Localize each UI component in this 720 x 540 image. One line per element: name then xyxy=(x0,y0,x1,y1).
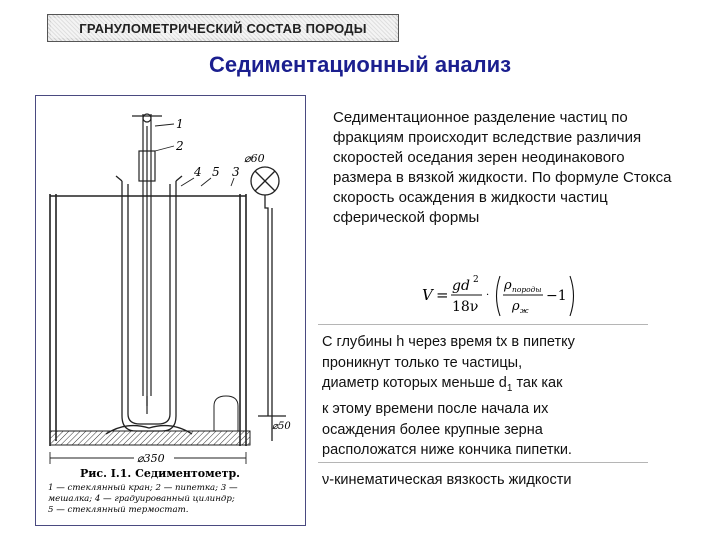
pipette-line: к этому времени после начала их xyxy=(322,401,549,418)
graduated-cylinder xyxy=(106,176,192,434)
dim-bottom: ⌀350 xyxy=(137,452,165,465)
divider-top xyxy=(318,324,648,325)
formula-lhs: V xyxy=(422,286,433,304)
formula-dot: · xyxy=(486,290,490,301)
label-2: 2 xyxy=(176,139,184,153)
formula-equals: = xyxy=(436,286,449,304)
pipette-line: осаждения более крупные зерна xyxy=(322,421,543,438)
formula-drawing xyxy=(420,270,590,320)
stokes-formula xyxy=(420,270,590,320)
dim-top: ⌀60 xyxy=(244,152,265,165)
intro-line: скоростей оседания зерен неодинакового xyxy=(333,149,625,166)
pipette-line-d1 xyxy=(322,373,652,399)
formula-denominator: 18ν xyxy=(452,299,479,315)
label-5: 5 xyxy=(212,165,220,179)
pipette-line: расположатся ниже кончика пипетки. xyxy=(322,442,572,459)
viscosity-note: ν-кинематическая вязкость жидкости xyxy=(322,472,572,488)
caption-line-2: мешалка; 4 — градуированный цилиндр; xyxy=(48,494,235,504)
formula-rho-bottom-sub: ж xyxy=(520,306,529,315)
intro-line: Седиментационное разделение частиц по xyxy=(333,109,628,126)
formula-minus-one: −1 xyxy=(546,288,567,304)
label-4: 4 xyxy=(194,165,202,179)
formula-rho-bottom: ρ xyxy=(512,299,520,314)
hatched-base xyxy=(50,431,250,445)
slide-title: Седиментационный анализ xyxy=(208,52,512,77)
formula-rho-top-sub: породы xyxy=(512,285,542,294)
formula-rho-top: ρ xyxy=(504,278,512,293)
intro-line: сферической формы xyxy=(333,209,480,226)
caption-line-3: 5 — стеклянный термостат. xyxy=(48,505,189,515)
label-3: 3 xyxy=(232,165,240,179)
formula-numerator: gd xyxy=(452,278,470,294)
drain-fitting xyxy=(214,396,238,431)
pipette-line: проникнут только те частицы, xyxy=(322,354,523,371)
banner-text: ГРАНУЛОМЕТРИЧЕСКИЙ СОСТАВ ПОРОДЫ xyxy=(79,20,367,36)
dim-bottom-right: ⌀50 xyxy=(272,421,291,432)
pipette xyxy=(132,114,162,414)
formula-paren-right xyxy=(570,276,574,316)
d-subscript: 1 xyxy=(506,382,513,394)
formula-paren-left xyxy=(497,276,501,316)
formula-exponent: 2 xyxy=(473,275,479,285)
caption-title: Рис. I.1. Седиментометр. xyxy=(80,467,240,480)
stirrer xyxy=(251,167,286,441)
intro-line: размера в вязкой жидкости. По формуле Стокса xyxy=(333,169,672,186)
intro-line: фракциям происходит вследствие различия xyxy=(333,129,642,146)
caption-line-1: 1 — стеклянный кран; 2 — пипетка; 3 — xyxy=(48,483,238,493)
pipette-line: С глубины h через время tx в пипетку xyxy=(322,334,575,350)
section-banner xyxy=(47,14,399,42)
d-suffix: так как xyxy=(512,375,563,391)
divider-bottom xyxy=(318,462,648,463)
pipette-paragraph xyxy=(322,332,652,461)
intro-line: скорость осаждения в жидкости частиц xyxy=(333,189,608,206)
stokes-intro-paragraph xyxy=(333,108,718,228)
sedimentometer-drawing xyxy=(36,96,307,527)
label-1: 1 xyxy=(176,117,184,131)
d-text: диаметр которых меньше d xyxy=(322,375,507,391)
sedimentometer-figure xyxy=(35,95,306,526)
thermostat-vessel xyxy=(50,194,246,446)
